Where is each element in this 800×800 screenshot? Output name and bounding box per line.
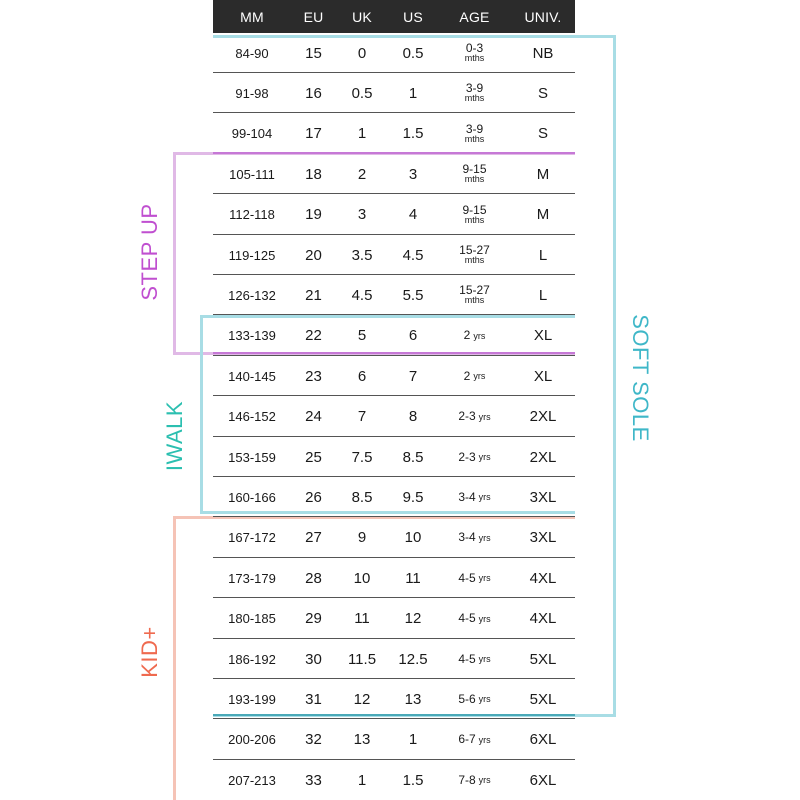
age-unit: yrs bbox=[478, 694, 491, 705]
cell-age bbox=[438, 477, 511, 517]
age-unit: yrs bbox=[478, 411, 491, 422]
cell-uk: 10 bbox=[353, 569, 371, 587]
age-value: 3-9 bbox=[465, 81, 484, 96]
age-value: 9-15 bbox=[462, 162, 487, 177]
cell-univ: 4XL bbox=[529, 569, 557, 587]
cell-us: 10 bbox=[404, 529, 422, 547]
cell-uk: 11 bbox=[354, 610, 370, 628]
cell-mm: 193-199 bbox=[228, 691, 276, 707]
age-unit: yrs bbox=[478, 734, 491, 745]
cell-uk: 9 bbox=[357, 529, 367, 547]
cell-univ: S bbox=[537, 125, 548, 143]
cell-eu: 20 bbox=[305, 246, 322, 264]
age-value: 2 bbox=[463, 328, 471, 343]
cell-us: 8.5 bbox=[402, 448, 424, 466]
cell-age bbox=[438, 356, 511, 396]
cell-us: 6 bbox=[408, 327, 418, 345]
cell-uk: 6 bbox=[357, 367, 367, 385]
table-row bbox=[213, 154, 575, 194]
cell-eu: 27 bbox=[305, 529, 322, 547]
age-unit: yrs bbox=[478, 532, 491, 543]
kid-plus-label: KID+ bbox=[137, 626, 162, 678]
iwalk-label: IWALK bbox=[162, 400, 187, 472]
cell-univ: 5XL bbox=[529, 690, 557, 708]
cell-uk: 1 bbox=[357, 125, 367, 143]
cell-age bbox=[438, 639, 511, 679]
cell-age bbox=[438, 437, 511, 477]
table-row bbox=[213, 760, 575, 800]
cell-eu: 23 bbox=[305, 367, 322, 385]
age-unit: yrs bbox=[473, 330, 486, 341]
cell-uk: 11.5 bbox=[347, 650, 377, 668]
age-value: 3-4 bbox=[458, 489, 476, 504]
age-value: 2 bbox=[463, 368, 471, 383]
cell-mm: 84-90 bbox=[235, 45, 269, 61]
cell-eu: 29 bbox=[305, 610, 322, 628]
age-unit: yrs bbox=[478, 492, 491, 503]
age-value: 2-3 bbox=[458, 409, 476, 424]
cell-eu: 25 bbox=[305, 448, 322, 466]
age-value: 5-6 bbox=[458, 691, 476, 706]
age-unit: mths bbox=[464, 93, 485, 104]
cell-age bbox=[438, 760, 511, 800]
cell-age bbox=[438, 397, 511, 437]
cell-uk: 3.5 bbox=[351, 246, 373, 264]
cell-us: 12.5 bbox=[398, 650, 428, 668]
cell-univ: 6XL bbox=[529, 731, 557, 749]
age-value: 4-5 bbox=[458, 570, 476, 585]
age-unit: mths bbox=[464, 295, 485, 306]
cell-uk: 4.5 bbox=[351, 286, 373, 304]
cell-univ: XL bbox=[533, 367, 553, 385]
header-uk: UK bbox=[352, 8, 372, 25]
cell-us: 5.5 bbox=[402, 286, 424, 304]
table-row bbox=[213, 33, 575, 73]
cell-eu: 16 bbox=[305, 84, 322, 102]
cell-mm: 119-125 bbox=[228, 247, 276, 263]
cell-age bbox=[438, 235, 511, 275]
cell-eu: 33 bbox=[305, 771, 322, 789]
age-unit: yrs bbox=[478, 775, 491, 786]
table-row bbox=[213, 114, 575, 154]
age-value: 4-5 bbox=[458, 611, 476, 626]
age-unit: yrs bbox=[473, 371, 486, 382]
table-row bbox=[213, 558, 575, 598]
cell-age bbox=[438, 599, 511, 639]
cell-age bbox=[438, 720, 511, 760]
age-value: 9-15 bbox=[462, 202, 487, 217]
cell-eu: 21 bbox=[305, 286, 322, 304]
cell-mm: 133-139 bbox=[228, 328, 276, 344]
header-mm: MM bbox=[240, 8, 264, 25]
cell-us: 4.5 bbox=[402, 246, 424, 264]
cell-univ: 2XL bbox=[529, 448, 557, 466]
cell-uk: 3 bbox=[357, 206, 367, 224]
cell-us: 8 bbox=[408, 408, 418, 426]
cell-univ: 2XL bbox=[529, 408, 557, 426]
cell-eu: 31 bbox=[305, 690, 322, 708]
age-value: 3-9 bbox=[465, 121, 484, 136]
cell-eu: 26 bbox=[305, 488, 322, 506]
cell-uk: 7 bbox=[357, 408, 367, 426]
cell-mm: 112-118 bbox=[229, 207, 275, 223]
step-up-bottom-accent bbox=[213, 352, 575, 354]
age-value: 15-27 bbox=[459, 243, 490, 257]
age-value: 15-27 bbox=[459, 283, 490, 298]
header-us: US bbox=[403, 8, 423, 25]
cell-mm: 140-145 bbox=[228, 368, 276, 384]
cell-age bbox=[438, 154, 511, 194]
age-value: 6-7 bbox=[458, 732, 476, 747]
age-unit: mths bbox=[464, 214, 485, 225]
age-value: 4-5 bbox=[458, 651, 476, 666]
age-unit: mths bbox=[464, 255, 485, 265]
age-value: 3-4 bbox=[458, 530, 476, 545]
cell-univ: 3XL bbox=[529, 529, 557, 547]
soft-sole-bottom-accent bbox=[213, 714, 575, 716]
cell-age bbox=[438, 518, 511, 558]
cell-age bbox=[438, 558, 511, 598]
cell-eu: 30 bbox=[305, 650, 322, 668]
table-header bbox=[213, 0, 575, 33]
cell-us: 3 bbox=[408, 165, 418, 183]
cell-univ: XL bbox=[533, 327, 553, 345]
table-row bbox=[213, 235, 575, 275]
table-row bbox=[213, 195, 575, 235]
cell-univ: 6XL bbox=[529, 771, 557, 789]
cell-us: 1.5 bbox=[402, 125, 424, 143]
soft-sole-label: SOFT SOLE bbox=[628, 314, 653, 442]
age-value: 0-3 bbox=[465, 41, 484, 55]
cell-mm: 186-192 bbox=[228, 651, 276, 667]
step-up-top-accent bbox=[213, 152, 575, 154]
cell-us: 12 bbox=[404, 610, 422, 628]
cell-eu: 24 bbox=[305, 408, 322, 426]
cell-us: 11 bbox=[405, 569, 421, 587]
cell-mm: 207-213 bbox=[228, 772, 276, 788]
cell-eu: 19 bbox=[305, 206, 322, 224]
table-row bbox=[213, 356, 575, 396]
age-unit: yrs bbox=[478, 573, 491, 584]
cell-uk: 2 bbox=[357, 165, 367, 183]
cell-age bbox=[438, 195, 511, 235]
cell-mm: 160-166 bbox=[228, 489, 276, 505]
cell-univ: M bbox=[536, 165, 550, 183]
age-unit: mths bbox=[464, 53, 485, 63]
cell-univ: M bbox=[536, 206, 550, 224]
cell-eu: 22 bbox=[305, 327, 322, 345]
header-eu: EU bbox=[303, 8, 324, 25]
cell-us: 1 bbox=[408, 84, 418, 102]
cell-age bbox=[438, 73, 511, 113]
cell-age bbox=[438, 114, 511, 154]
table-row bbox=[213, 477, 575, 517]
cell-mm: 173-179 bbox=[228, 570, 276, 586]
cell-us: 4 bbox=[408, 206, 418, 224]
cell-uk: 13 bbox=[353, 731, 371, 749]
cell-mm: 105-111 bbox=[229, 166, 275, 182]
table-row bbox=[213, 720, 575, 760]
step-up-label: STEP UP bbox=[137, 203, 162, 301]
age-value: 2-3 bbox=[458, 449, 476, 464]
cell-mm: 146-152 bbox=[228, 409, 276, 425]
header-univ: UNIV. bbox=[524, 8, 562, 25]
table-row bbox=[213, 275, 575, 315]
cell-univ: NB bbox=[532, 44, 554, 62]
cell-uk: 12 bbox=[353, 690, 371, 708]
cell-uk: 1 bbox=[357, 771, 367, 789]
age-value: 7-8 bbox=[458, 772, 476, 787]
age-unit: yrs bbox=[478, 654, 491, 664]
cell-mm: 167-172 bbox=[228, 530, 276, 546]
cell-us: 1.5 bbox=[402, 771, 424, 789]
cell-eu: 28 bbox=[305, 569, 322, 587]
cell-univ: L bbox=[538, 246, 548, 264]
cell-univ: 5XL bbox=[529, 650, 557, 668]
cell-mm: 180-185 bbox=[228, 611, 276, 627]
cell-us: 9.5 bbox=[402, 488, 424, 506]
cell-univ: L bbox=[538, 286, 548, 304]
table-row bbox=[213, 73, 575, 113]
age-unit: yrs bbox=[478, 613, 491, 624]
cell-age bbox=[438, 316, 511, 356]
cell-mm: 91-98 bbox=[235, 85, 269, 101]
cell-mm: 200-206 bbox=[228, 732, 276, 748]
cell-mm: 99-104 bbox=[231, 126, 273, 142]
table-row bbox=[213, 639, 575, 679]
cell-eu: 18 bbox=[305, 165, 322, 183]
cell-us: 7 bbox=[408, 367, 418, 385]
cell-us: 1 bbox=[408, 731, 418, 749]
cell-age bbox=[438, 33, 511, 73]
cell-uk: 7.5 bbox=[351, 448, 373, 466]
age-unit: yrs bbox=[478, 452, 491, 462]
cell-univ: 3XL bbox=[529, 488, 557, 506]
table-row bbox=[213, 518, 575, 558]
cell-us: 0.5 bbox=[402, 44, 424, 62]
table-row bbox=[213, 599, 575, 639]
cell-age bbox=[438, 275, 511, 315]
cell-uk: 0.5 bbox=[351, 84, 373, 102]
table-row bbox=[213, 397, 575, 437]
table-row bbox=[213, 316, 575, 356]
cell-uk: 0 bbox=[357, 44, 367, 62]
cell-eu: 17 bbox=[305, 125, 322, 143]
header-age: AGE bbox=[459, 8, 490, 25]
cell-us: 13 bbox=[404, 690, 422, 708]
cell-mm: 153-159 bbox=[228, 449, 276, 465]
cell-uk: 8.5 bbox=[351, 488, 373, 506]
cell-univ: 4XL bbox=[529, 610, 557, 628]
age-unit: mths bbox=[464, 174, 485, 185]
cell-univ: S bbox=[537, 84, 548, 102]
cell-eu: 32 bbox=[305, 731, 322, 749]
cell-eu: 15 bbox=[305, 44, 322, 62]
age-unit: mths bbox=[464, 133, 485, 144]
cell-uk: 5 bbox=[357, 327, 367, 345]
cell-mm: 126-132 bbox=[228, 287, 276, 303]
table-row bbox=[213, 437, 575, 477]
